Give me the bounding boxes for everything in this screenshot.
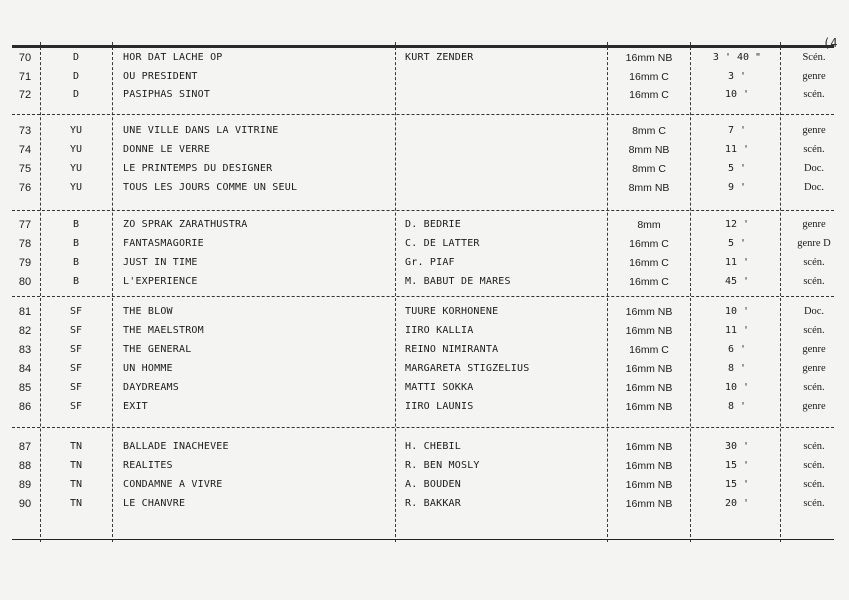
table-row (0, 254, 849, 272)
cell-format: 16mm NB (625, 52, 673, 64)
cell-format: 8mm C (632, 125, 666, 137)
cell-author: D. BEDRIE (405, 219, 461, 230)
cell-num: 85 (18, 382, 32, 394)
cell-author: R. BEN MOSLY (405, 460, 480, 471)
cell-format: 16mm C (629, 276, 669, 288)
cell-title: OU PRESIDENT (123, 70, 198, 82)
cell-author: H. CHEBIL (405, 441, 461, 452)
cell-duration: 8 ' (727, 401, 747, 412)
cell-code: TN (69, 441, 83, 452)
cell-num: 84 (18, 363, 32, 375)
cell-title: PASIPHAS SINOT (123, 89, 211, 100)
page-marker: (4 (823, 36, 838, 50)
cell-genre: Doc. (803, 163, 825, 174)
cell-format: 16mm NB (625, 306, 673, 318)
cell-num: 89 (18, 479, 32, 491)
cell-num: 75 (18, 163, 32, 175)
cell-author: IIRO LAUNIS (405, 401, 474, 412)
cell-duration: 11 ' (724, 325, 750, 336)
cell-duration: 6 ' (727, 344, 747, 355)
cell-genre: genre (802, 219, 826, 230)
cell-genre: scén. (803, 498, 825, 509)
cell-num: 73 (18, 125, 32, 137)
cell-format: 16mm C (629, 70, 669, 83)
cell-genre: scén. (803, 276, 825, 287)
table-row (0, 122, 849, 140)
cell-duration: 10 ' (724, 89, 750, 100)
cell-duration: 3 ' (727, 70, 747, 82)
cell-genre: genre D (797, 238, 831, 249)
table-row (0, 273, 849, 291)
cell-title: BALLADE INACHEVEE (123, 441, 229, 452)
cell-code: YU (69, 144, 83, 155)
cell-code: SF (69, 306, 83, 317)
cell-format: 8mm C (632, 163, 666, 175)
cell-code: B (72, 257, 80, 268)
cell-duration: 11 ' (724, 257, 750, 268)
cell-format: 16mm NB (625, 498, 673, 510)
cell-genre: Scén. (802, 52, 826, 63)
cell-title: UNE VILLE DANS LA VITRINE (123, 125, 279, 136)
cell-duration: 20 ' (724, 498, 750, 509)
cell-format: 16mm C (629, 89, 669, 101)
cell-author: R. BAKKAR (405, 498, 461, 509)
cell-code: SF (69, 344, 83, 355)
cell-title: TOUS LES JOURS COMME UN SEUL (123, 182, 298, 193)
cell-code: B (72, 276, 80, 287)
cell-genre: genre (802, 70, 826, 82)
cell-genre: scén. (803, 441, 825, 452)
cell-title: LE CHANVRE (123, 498, 186, 509)
cell-author: Gr. PIAF (405, 257, 455, 268)
cell-duration: 9 ' (727, 182, 747, 193)
cell-duration: 45 ' (724, 276, 750, 287)
cell-duration: 10 ' (724, 306, 750, 317)
cell-title: LE PRINTEMPS DU DESIGNER (123, 163, 273, 174)
cell-author: MATTI SOKKA (405, 382, 474, 393)
cell-num: 82 (18, 325, 32, 337)
cell-code: TN (69, 498, 83, 509)
cell-title: JUST IN TIME (123, 257, 198, 268)
cell-num: 78 (18, 238, 32, 250)
table-top-rule (12, 45, 834, 48)
cell-genre: scén. (803, 325, 825, 336)
cell-num: 81 (18, 306, 32, 318)
cell-format: 8mm NB (628, 182, 670, 194)
cell-author: C. DE LATTER (405, 238, 480, 249)
cell-duration: 8 ' (727, 363, 747, 374)
cell-author: TUURE KORHONENE (405, 306, 499, 317)
cell-code: SF (69, 382, 83, 393)
group-separator (12, 114, 834, 115)
cell-format: 16mm NB (625, 460, 673, 472)
table-row (0, 235, 849, 253)
cell-format: 16mm NB (625, 441, 673, 453)
cell-num: 77 (18, 219, 32, 231)
group-separator (12, 210, 834, 211)
cell-duration: 15 ' (724, 460, 750, 471)
table-row (0, 86, 849, 104)
cell-format: 16mm NB (625, 479, 673, 491)
table-row (0, 68, 849, 86)
cell-duration: 5 ' (727, 238, 747, 249)
cell-genre: scén. (803, 89, 825, 100)
cell-duration: 10 ' (724, 382, 750, 393)
table-row (0, 49, 849, 67)
cell-genre: scén. (803, 479, 825, 490)
cell-title: ZO SPRAK ZARATHUSTRA (123, 219, 248, 230)
cell-code: D (72, 89, 80, 100)
cell-genre: genre (802, 125, 826, 136)
cell-num: 70 (18, 52, 32, 64)
cell-num: 83 (18, 344, 32, 356)
cell-code: SF (69, 363, 83, 374)
cell-genre: Doc. (803, 306, 825, 317)
table-row (0, 398, 849, 416)
cell-title: L'EXPERIENCE (123, 276, 198, 287)
cell-genre: scén. (803, 460, 825, 471)
table-row (0, 179, 849, 197)
cell-format: 8mm (637, 219, 661, 231)
cell-code: B (72, 238, 80, 249)
cell-title: THE MAELSTROM (123, 325, 204, 336)
cell-format: 16mm NB (625, 401, 673, 413)
cell-code: YU (69, 163, 83, 174)
cell-duration: 30 ' (724, 441, 750, 452)
cell-title: THE GENERAL (123, 344, 192, 355)
cell-author: A. BOUDEN (405, 479, 461, 490)
table-row (0, 379, 849, 397)
table-row (0, 341, 849, 359)
cell-code: B (72, 219, 80, 230)
cell-code: TN (69, 460, 83, 471)
table-row (0, 438, 849, 456)
cell-num: 71 (18, 70, 32, 83)
cell-genre: Doc. (803, 182, 825, 193)
cell-num: 76 (18, 182, 32, 194)
cell-code: YU (69, 182, 83, 193)
table-row (0, 303, 849, 321)
table-bottom-rule (12, 539, 834, 540)
cell-num: 74 (18, 144, 32, 156)
cell-author: REINO NIMIRANTA (405, 344, 499, 355)
cell-num: 88 (18, 460, 32, 472)
cell-num: 80 (18, 276, 32, 288)
cell-duration: 5 ' (727, 163, 747, 174)
cell-title: FANTASMAGORIE (123, 238, 204, 249)
cell-code: SF (69, 401, 83, 412)
cell-title: HOR DAT LACHE OP (123, 52, 223, 63)
cell-author: MARGARETA STIGZELIUS (405, 363, 530, 374)
cell-format: 8mm NB (628, 144, 670, 156)
cell-author: M. BABUT DE MARES (405, 276, 511, 287)
table-row (0, 322, 849, 340)
table-row (0, 160, 849, 178)
cell-code: YU (69, 125, 83, 136)
cell-format: 16mm C (629, 257, 669, 269)
table-row (0, 476, 849, 494)
cell-format: 16mm NB (625, 382, 673, 394)
cell-genre: scén. (803, 257, 825, 268)
cell-duration: 12 ' (724, 219, 750, 230)
cell-format: 16mm C (629, 344, 669, 356)
cell-num: 86 (18, 401, 32, 413)
cell-title: CONDAMNE A VIVRE (123, 479, 223, 490)
cell-genre: genre (802, 363, 826, 374)
group-separator (12, 296, 834, 297)
cell-num: 90 (18, 498, 32, 510)
cell-author: IIRO KALLIA (405, 325, 474, 336)
cell-title: DONNE LE VERRE (123, 144, 211, 155)
cell-code: D (72, 70, 80, 82)
cell-code: TN (69, 479, 83, 490)
group-separator (12, 427, 834, 428)
cell-genre: genre (802, 344, 826, 355)
cell-title: UN HOMME (123, 363, 173, 374)
cell-title: THE BLOW (123, 306, 173, 317)
table-row (0, 141, 849, 159)
cell-genre: scén. (803, 144, 825, 155)
table-row (0, 495, 849, 513)
cell-title: EXIT (123, 401, 148, 412)
cell-format: 16mm C (629, 238, 669, 250)
cell-genre: genre (802, 401, 826, 412)
cell-duration: 11 ' (724, 144, 750, 155)
table-row (0, 216, 849, 234)
cell-duration: 3 ' 40 " (712, 52, 762, 63)
cell-title: REALITES (123, 460, 173, 471)
table-row (0, 457, 849, 475)
cell-num: 87 (18, 441, 32, 453)
cell-code: D (72, 52, 80, 63)
cell-title: DAYDREAMS (123, 382, 179, 393)
cell-author: KURT ZENDER (405, 52, 474, 63)
cell-format: 16mm NB (625, 325, 673, 337)
cell-duration: 15 ' (724, 479, 750, 490)
table-row (0, 360, 849, 378)
cell-num: 79 (18, 257, 32, 269)
cell-genre: scén. (803, 382, 825, 393)
cell-code: SF (69, 325, 83, 336)
cell-duration: 7 ' (727, 125, 747, 136)
cell-num: 72 (18, 89, 32, 101)
cell-format: 16mm NB (625, 363, 673, 375)
